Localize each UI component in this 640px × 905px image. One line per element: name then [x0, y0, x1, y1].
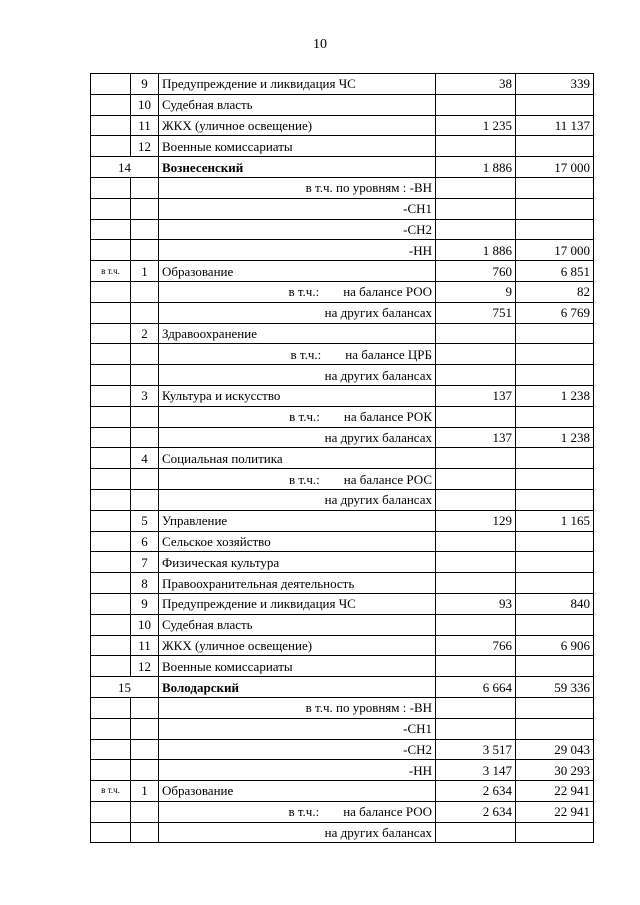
item-number-cell [131, 302, 159, 323]
value-cell-2: 840 [516, 593, 594, 614]
value-cell-2 [516, 573, 594, 594]
item-number-cell [131, 281, 159, 302]
scope-cell [91, 427, 131, 448]
value-cell-1 [436, 718, 516, 739]
scope-cell [91, 489, 131, 510]
value-cell-1 [436, 219, 516, 240]
value-cell-2 [516, 94, 594, 115]
table-row [91, 697, 594, 718]
table-row [91, 323, 594, 344]
balance-name: на балансе РОО [343, 284, 432, 300]
item-number-cell: 9 [131, 74, 159, 95]
scope-cell [91, 406, 131, 427]
balance-name: на балансе РОО [343, 804, 432, 820]
item-name-cell: -НН [159, 240, 436, 261]
scope-cell [91, 469, 131, 490]
item-name-cell: Социальная политика [159, 448, 436, 469]
table-row [91, 365, 594, 386]
item-name-cell: -НН [159, 760, 436, 781]
table-row [91, 531, 594, 552]
item-number-cell [131, 406, 159, 427]
value-cell-1 [436, 198, 516, 219]
scope-cell: в т.ч. [91, 781, 131, 802]
value-cell-1 [436, 489, 516, 510]
value-cell-1: 766 [436, 635, 516, 656]
balance-prefix: в т.ч.: [288, 284, 320, 300]
item-number-cell [131, 469, 159, 490]
balance-label-cell [159, 281, 436, 302]
scope-cell [91, 656, 131, 677]
table-row [91, 344, 594, 365]
scope-cell [91, 760, 131, 781]
item-name-cell: на других балансах [159, 365, 436, 386]
scope-cell [91, 344, 131, 365]
table-row [91, 115, 594, 136]
value-cell-1: 38 [436, 74, 516, 95]
value-cell-1: 6 664 [436, 677, 516, 698]
item-name-cell: -СН2 [159, 219, 436, 240]
item-name-cell: на других балансах [159, 302, 436, 323]
item-name-cell: ЖКХ (уличное освещение) [159, 635, 436, 656]
value-cell-1 [436, 177, 516, 198]
scope-cell [91, 801, 131, 822]
value-cell-2: 6 851 [516, 261, 594, 282]
district-number-cell: 14 [91, 157, 159, 178]
table-row [91, 510, 594, 531]
district-name-cell: Вознесенский [159, 157, 436, 178]
scope-cell [91, 365, 131, 386]
value-cell-2 [516, 697, 594, 718]
item-number-cell [131, 760, 159, 781]
item-name-cell: -СН2 [159, 739, 436, 760]
scope-cell [91, 573, 131, 594]
value-cell-2: 22 941 [516, 781, 594, 802]
item-name-cell: Сельское хозяйство [159, 531, 436, 552]
value-cell-2 [516, 219, 594, 240]
value-cell-2: 6 906 [516, 635, 594, 656]
item-number-cell: 2 [131, 323, 159, 344]
table-row [91, 177, 594, 198]
table-row [91, 552, 594, 573]
value-cell-1 [436, 656, 516, 677]
item-number-cell [131, 489, 159, 510]
scope-cell [91, 822, 131, 843]
value-cell-2: 11 137 [516, 115, 594, 136]
item-number-cell [131, 697, 159, 718]
value-cell-1: 93 [436, 593, 516, 614]
scope-cell [91, 552, 131, 573]
value-cell-1: 1 235 [436, 115, 516, 136]
value-cell-1: 129 [436, 510, 516, 531]
value-cell-1 [436, 531, 516, 552]
balance-name: на балансе РОК [343, 409, 432, 425]
item-name-cell: в т.ч. по уровням : -ВН [159, 177, 436, 198]
table-body [91, 74, 594, 843]
item-number-cell: 3 [131, 385, 159, 406]
scope-cell [91, 240, 131, 261]
table-row [91, 261, 594, 282]
scope-cell [91, 593, 131, 614]
item-name-cell: Физическая культура [159, 552, 436, 573]
item-number-cell: 5 [131, 510, 159, 531]
value-cell-1: 1 886 [436, 157, 516, 178]
item-number-cell [131, 240, 159, 261]
item-name-cell: Военные комиссариаты [159, 136, 436, 157]
table-row [91, 281, 594, 302]
district-row [91, 677, 594, 698]
table-row [91, 739, 594, 760]
item-number-cell [131, 739, 159, 760]
scope-cell [91, 281, 131, 302]
budget-table [90, 73, 594, 843]
value-cell-2: 6 769 [516, 302, 594, 323]
value-cell-1 [436, 552, 516, 573]
value-cell-1 [436, 697, 516, 718]
item-name-cell: Предупреждение и ликвидация ЧС [159, 74, 436, 95]
value-cell-2 [516, 614, 594, 635]
district-name-cell: Володарский [159, 677, 436, 698]
item-name-cell: Судебная власть [159, 614, 436, 635]
table-row [91, 385, 594, 406]
value-cell-2: 1 165 [516, 510, 594, 531]
table-row [91, 406, 594, 427]
scope-cell [91, 219, 131, 240]
table-row [91, 801, 594, 822]
item-name-cell: Образование [159, 781, 436, 802]
item-number-cell [131, 801, 159, 822]
value-cell-2 [516, 323, 594, 344]
table-row [91, 198, 594, 219]
value-cell-1: 9 [436, 281, 516, 302]
table-row [91, 635, 594, 656]
table-row [91, 573, 594, 594]
value-cell-1 [436, 323, 516, 344]
value-cell-1 [436, 822, 516, 843]
table-row [91, 469, 594, 490]
item-number-cell: 11 [131, 115, 159, 136]
value-cell-2 [516, 489, 594, 510]
district-row [91, 157, 594, 178]
value-cell-2: 1 238 [516, 385, 594, 406]
item-name-cell: на других балансах [159, 489, 436, 510]
scope-cell [91, 198, 131, 219]
item-number-cell [131, 344, 159, 365]
scope-cell [91, 385, 131, 406]
value-cell-1: 3 517 [436, 739, 516, 760]
page-number: 10 [313, 37, 327, 52]
value-cell-2 [516, 469, 594, 490]
item-name-cell: в т.ч. по уровням : -ВН [159, 697, 436, 718]
value-cell-1: 2 634 [436, 781, 516, 802]
item-name-cell: на других балансах [159, 427, 436, 448]
value-cell-1 [436, 406, 516, 427]
item-number-cell: 1 [131, 261, 159, 282]
value-cell-2 [516, 552, 594, 573]
value-cell-2: 59 336 [516, 677, 594, 698]
balance-label-cell [159, 406, 436, 427]
scope-cell [91, 136, 131, 157]
district-number-cell: 15 [91, 677, 159, 698]
value-cell-2: 17 000 [516, 240, 594, 261]
value-cell-1 [436, 365, 516, 386]
item-name-cell: Здравоохранение [159, 323, 436, 344]
value-cell-1 [436, 573, 516, 594]
table-row [91, 760, 594, 781]
table-row [91, 781, 594, 802]
balance-name: на балансе ЦРБ [345, 346, 432, 362]
scope-cell [91, 614, 131, 635]
scope-cell [91, 697, 131, 718]
item-number-cell: 6 [131, 531, 159, 552]
value-cell-1: 1 886 [436, 240, 516, 261]
item-number-cell: 9 [131, 593, 159, 614]
value-cell-2: 30 293 [516, 760, 594, 781]
item-number-cell: 10 [131, 94, 159, 115]
table-row [91, 74, 594, 95]
item-number-cell: 1 [131, 781, 159, 802]
item-number-cell [131, 219, 159, 240]
table-row [91, 136, 594, 157]
item-number-cell [131, 822, 159, 843]
table-row [91, 448, 594, 469]
value-cell-2 [516, 406, 594, 427]
value-cell-1: 751 [436, 302, 516, 323]
value-cell-2: 82 [516, 281, 594, 302]
scope-cell [91, 115, 131, 136]
item-name-cell: на других балансах [159, 822, 436, 843]
value-cell-1 [436, 136, 516, 157]
item-number-cell: 12 [131, 656, 159, 677]
value-cell-2: 339 [516, 74, 594, 95]
item-number-cell: 4 [131, 448, 159, 469]
table-row [91, 219, 594, 240]
item-name-cell: -СН1 [159, 718, 436, 739]
value-cell-2 [516, 177, 594, 198]
scope-cell [91, 323, 131, 344]
item-number-cell [131, 365, 159, 386]
item-name-cell: Образование [159, 261, 436, 282]
value-cell-2: 29 043 [516, 739, 594, 760]
value-cell-1 [436, 448, 516, 469]
value-cell-1 [436, 469, 516, 490]
table-row [91, 427, 594, 448]
scope-cell [91, 94, 131, 115]
value-cell-2 [516, 136, 594, 157]
scope-cell [91, 448, 131, 469]
balance-prefix: в т.ч.: [289, 471, 320, 487]
scope-cell [91, 635, 131, 656]
balance-label-cell [159, 469, 436, 490]
value-cell-2 [516, 718, 594, 739]
value-cell-1: 760 [436, 261, 516, 282]
value-cell-1 [436, 614, 516, 635]
balance-prefix: в т.ч.: [288, 804, 320, 820]
scope-cell [91, 531, 131, 552]
item-number-cell [131, 177, 159, 198]
table-row [91, 94, 594, 115]
item-number-cell: 7 [131, 552, 159, 573]
scope-cell [91, 302, 131, 323]
value-cell-2 [516, 448, 594, 469]
item-name-cell: Правоохранительная деятельность [159, 573, 436, 594]
value-cell-1 [436, 94, 516, 115]
balance-label-cell [159, 344, 436, 365]
item-number-cell: 12 [131, 136, 159, 157]
item-name-cell: Управление [159, 510, 436, 531]
table-row [91, 822, 594, 843]
value-cell-1: 2 634 [436, 801, 516, 822]
value-cell-2 [516, 344, 594, 365]
table-row [91, 593, 594, 614]
item-number-cell [131, 718, 159, 739]
table-row [91, 614, 594, 635]
table-row [91, 489, 594, 510]
item-name-cell: Культура и искусство [159, 385, 436, 406]
scope-cell [91, 510, 131, 531]
scope-cell [91, 718, 131, 739]
table-row [91, 656, 594, 677]
item-name-cell: Предупреждение и ликвидация ЧС [159, 593, 436, 614]
item-name-cell: -СН1 [159, 198, 436, 219]
value-cell-2 [516, 365, 594, 386]
balance-name: на балансе РОС [343, 471, 432, 487]
value-cell-2 [516, 656, 594, 677]
balance-label-cell [159, 801, 436, 822]
scope-cell [91, 739, 131, 760]
table-row [91, 240, 594, 261]
value-cell-2 [516, 198, 594, 219]
value-cell-1: 137 [436, 427, 516, 448]
value-cell-2: 1 238 [516, 427, 594, 448]
item-number-cell [131, 427, 159, 448]
item-number-cell: 10 [131, 614, 159, 635]
table-row [91, 718, 594, 739]
item-number-cell: 11 [131, 635, 159, 656]
value-cell-2: 22 941 [516, 801, 594, 822]
value-cell-1: 137 [436, 385, 516, 406]
item-number-cell [131, 198, 159, 219]
scope-cell [91, 177, 131, 198]
item-number-cell: 8 [131, 573, 159, 594]
balance-prefix: в т.ч.: [289, 409, 320, 425]
item-name-cell: Судебная власть [159, 94, 436, 115]
item-name-cell: Военные комиссариаты [159, 656, 436, 677]
value-cell-2 [516, 822, 594, 843]
value-cell-2 [516, 531, 594, 552]
value-cell-1: 3 147 [436, 760, 516, 781]
value-cell-1 [436, 344, 516, 365]
scope-cell [91, 74, 131, 95]
scope-cell: в т.ч. [91, 261, 131, 282]
balance-prefix: в т.ч.: [290, 346, 322, 362]
value-cell-2: 17 000 [516, 157, 594, 178]
item-name-cell: ЖКХ (уличное освещение) [159, 115, 436, 136]
table-row [91, 302, 594, 323]
